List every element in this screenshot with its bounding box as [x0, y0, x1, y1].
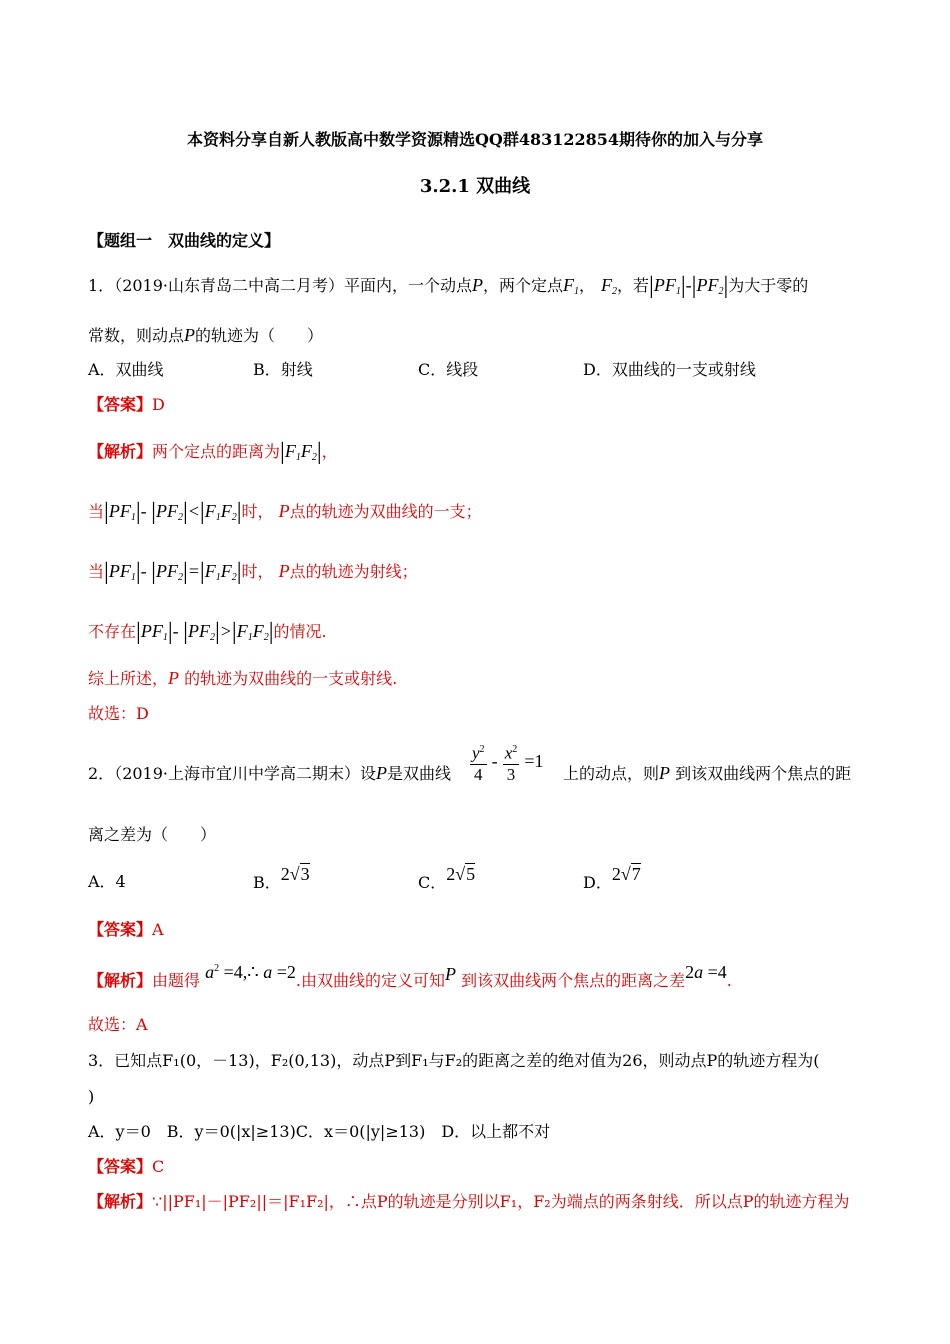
q2-line1	[88, 763, 451, 784]
math-f2: $F_2$	[601, 275, 618, 297]
q1-line2a: 常数，则动点	[88, 326, 185, 345]
q1-conclusion: 故选：D	[88, 704, 149, 723]
q2-line2: 离之差为（ ）	[88, 825, 217, 844]
q3-line2: )	[88, 1087, 95, 1106]
q2-conclusion: 故选：A	[88, 1015, 148, 1034]
math-hyperbola-eq	[470, 740, 544, 785]
math-p: P	[376, 763, 387, 783]
q1-a1end: ，	[321, 442, 338, 461]
minus: -	[491, 750, 498, 771]
q1-option-d: D．双曲线的一支或射线	[583, 360, 756, 379]
q2-a3: 到该双曲线两个焦点的距离之差	[461, 971, 686, 990]
q1-a1: 两个定点的距离为	[152, 442, 281, 461]
q2-a1: 由题得	[152, 971, 201, 990]
q1-a2pre: 当	[88, 502, 105, 521]
q1-option-b: B．射线	[253, 360, 313, 379]
q1-line1	[88, 275, 808, 302]
math-2sqrt7: 2√7	[611, 864, 641, 884]
q1-line2b: 的轨迹为（ ）	[195, 326, 324, 345]
answer-value: C	[152, 1157, 165, 1176]
q2-source: （2019·上海市宜川中学高二期末）设	[114, 764, 376, 783]
q2-a4: .	[726, 971, 732, 990]
math-p: P	[659, 763, 671, 783]
eq-one: =1	[524, 750, 544, 771]
answer-tag: 【答案】	[88, 1157, 153, 1176]
q1-a4post: 的情况.	[273, 622, 327, 641]
q2-answer	[88, 920, 164, 940]
q2-line1b	[563, 763, 851, 784]
q2-option-a: A．4	[88, 872, 126, 891]
math-2sqrt5: 2√5	[446, 864, 476, 884]
q1-t3: ，若	[617, 276, 650, 295]
q1-t4: 为大于零的	[728, 276, 809, 295]
q3-analysis	[88, 1192, 849, 1212]
q1-line2	[88, 325, 323, 346]
q1-analysis-line4	[88, 621, 327, 648]
q1-source: （2019·山东青岛二中高二月考）平面内，一个动点	[114, 276, 472, 295]
answer-value: A	[152, 920, 164, 939]
math-f1f2: $|F_1F_2|$	[280, 439, 322, 465]
math-f1: $F_1$	[563, 275, 580, 297]
answer-tag: 【答案】	[88, 395, 153, 414]
math-ineq-gt: $|PF_1|-$ $|PF_2|>|F_1F_2|$	[136, 619, 274, 645]
math-abs-diff: $|PF_1|-|PF_2|$	[649, 273, 729, 299]
math-ineq-lt: $|PF_1|-$ $|PF_2|<|F_1F_2|$	[104, 499, 242, 525]
q3-options: A．y＝0 B．y＝0(|x|≥13)C．x＝0(|y|≥13) D．以上都不对	[88, 1122, 551, 1141]
q1-a2post: 时，	[241, 502, 274, 521]
analysis-tag: 【解析】	[88, 1192, 153, 1211]
math-p: P	[184, 325, 196, 345]
math-p: P	[444, 964, 456, 984]
analysis-tag: 【解析】	[88, 442, 153, 461]
math-ineq-eq: $|PF_1|-$ $|PF_2|=|F_1F_2|$	[104, 559, 242, 585]
analysis-tag: 【解析】	[88, 971, 153, 990]
q2-option-c-label: C．	[418, 873, 447, 892]
q2-t2: 上的动点，则	[563, 764, 660, 783]
q3-answer	[88, 1157, 164, 1177]
q2-option-d	[583, 864, 641, 893]
q1-a4pre: 不存在	[88, 622, 137, 641]
q2-option-d-label: D．	[583, 873, 612, 892]
q1-analysis-line2	[88, 501, 482, 528]
q1-answer	[88, 395, 165, 415]
frac-y2-4: $\frac{y^2}{4}$	[470, 740, 487, 785]
q2-t1: 是双曲线	[387, 764, 452, 783]
q1-a2end: 点的轨迹为双曲线的一支；	[289, 502, 482, 521]
math-2sqrt3: 2√3	[280, 864, 310, 884]
math-a2-eq: $a^2$ =4,∴ a =2	[205, 962, 296, 982]
math-p: P	[278, 501, 290, 521]
math-p: P	[278, 561, 290, 581]
q2-analysis	[88, 962, 732, 991]
header-notice: 本资料分享自新人教版高中数学资源精选QQ群483122854期待你的加入与分享	[186, 130, 764, 149]
answer-tag: 【答案】	[88, 920, 153, 939]
q2-option-b-label: B．	[253, 873, 281, 892]
q1-a3post: 时，	[241, 562, 274, 581]
q1-a5pre: 综上所述，	[88, 669, 169, 688]
q2-num: 2．	[88, 764, 115, 783]
q2-option-b	[253, 864, 310, 893]
page-title: 3.2.1 双曲线	[419, 176, 531, 197]
q1-analysis-line3	[88, 561, 418, 588]
q1-analysis-line5	[88, 668, 397, 689]
q2-t3: 到该双曲线两个焦点的距	[675, 764, 852, 783]
q2-a2: .由双曲线的定义可知	[295, 971, 445, 990]
q1-a5post: 的轨迹为双曲线的一支或射线.	[184, 669, 398, 688]
math-2a-eq: 2a =4	[685, 962, 727, 982]
q1-t1: ，两个定点	[483, 276, 564, 295]
frac-x2-3: $\frac{x^2}{3}$	[503, 740, 520, 785]
math-p: P	[168, 668, 180, 688]
q1-analysis-line1	[88, 441, 338, 468]
group-heading: 【题组一 双曲线的定义】	[88, 231, 281, 250]
q1-num: 1．	[88, 276, 115, 295]
answer-value: D	[152, 395, 165, 414]
q2-option-c	[418, 864, 476, 893]
q1-option-a: A．双曲线	[88, 360, 164, 379]
q1-a3pre: 当	[88, 562, 105, 581]
q3-line1: 3．已知点F₁(0，－13)，F₂(0,13)，动点P到F₁与F₂的距离之差的绝对值为26，则动点P的轨迹方程为(	[88, 1051, 820, 1070]
q1-a3end: 点的轨迹为射线；	[289, 562, 418, 581]
q3-analysis-text: ∵||PF₁|－|PF₂||＝|F₁F₂|，∴点P的轨迹是分别以F₁，F₂为端点的两条射线．所以点P的轨迹方程为	[152, 1192, 850, 1211]
q1-option-c: C．线段	[418, 360, 479, 379]
math-p: P	[472, 275, 483, 295]
q1-t2: ，	[579, 276, 596, 295]
